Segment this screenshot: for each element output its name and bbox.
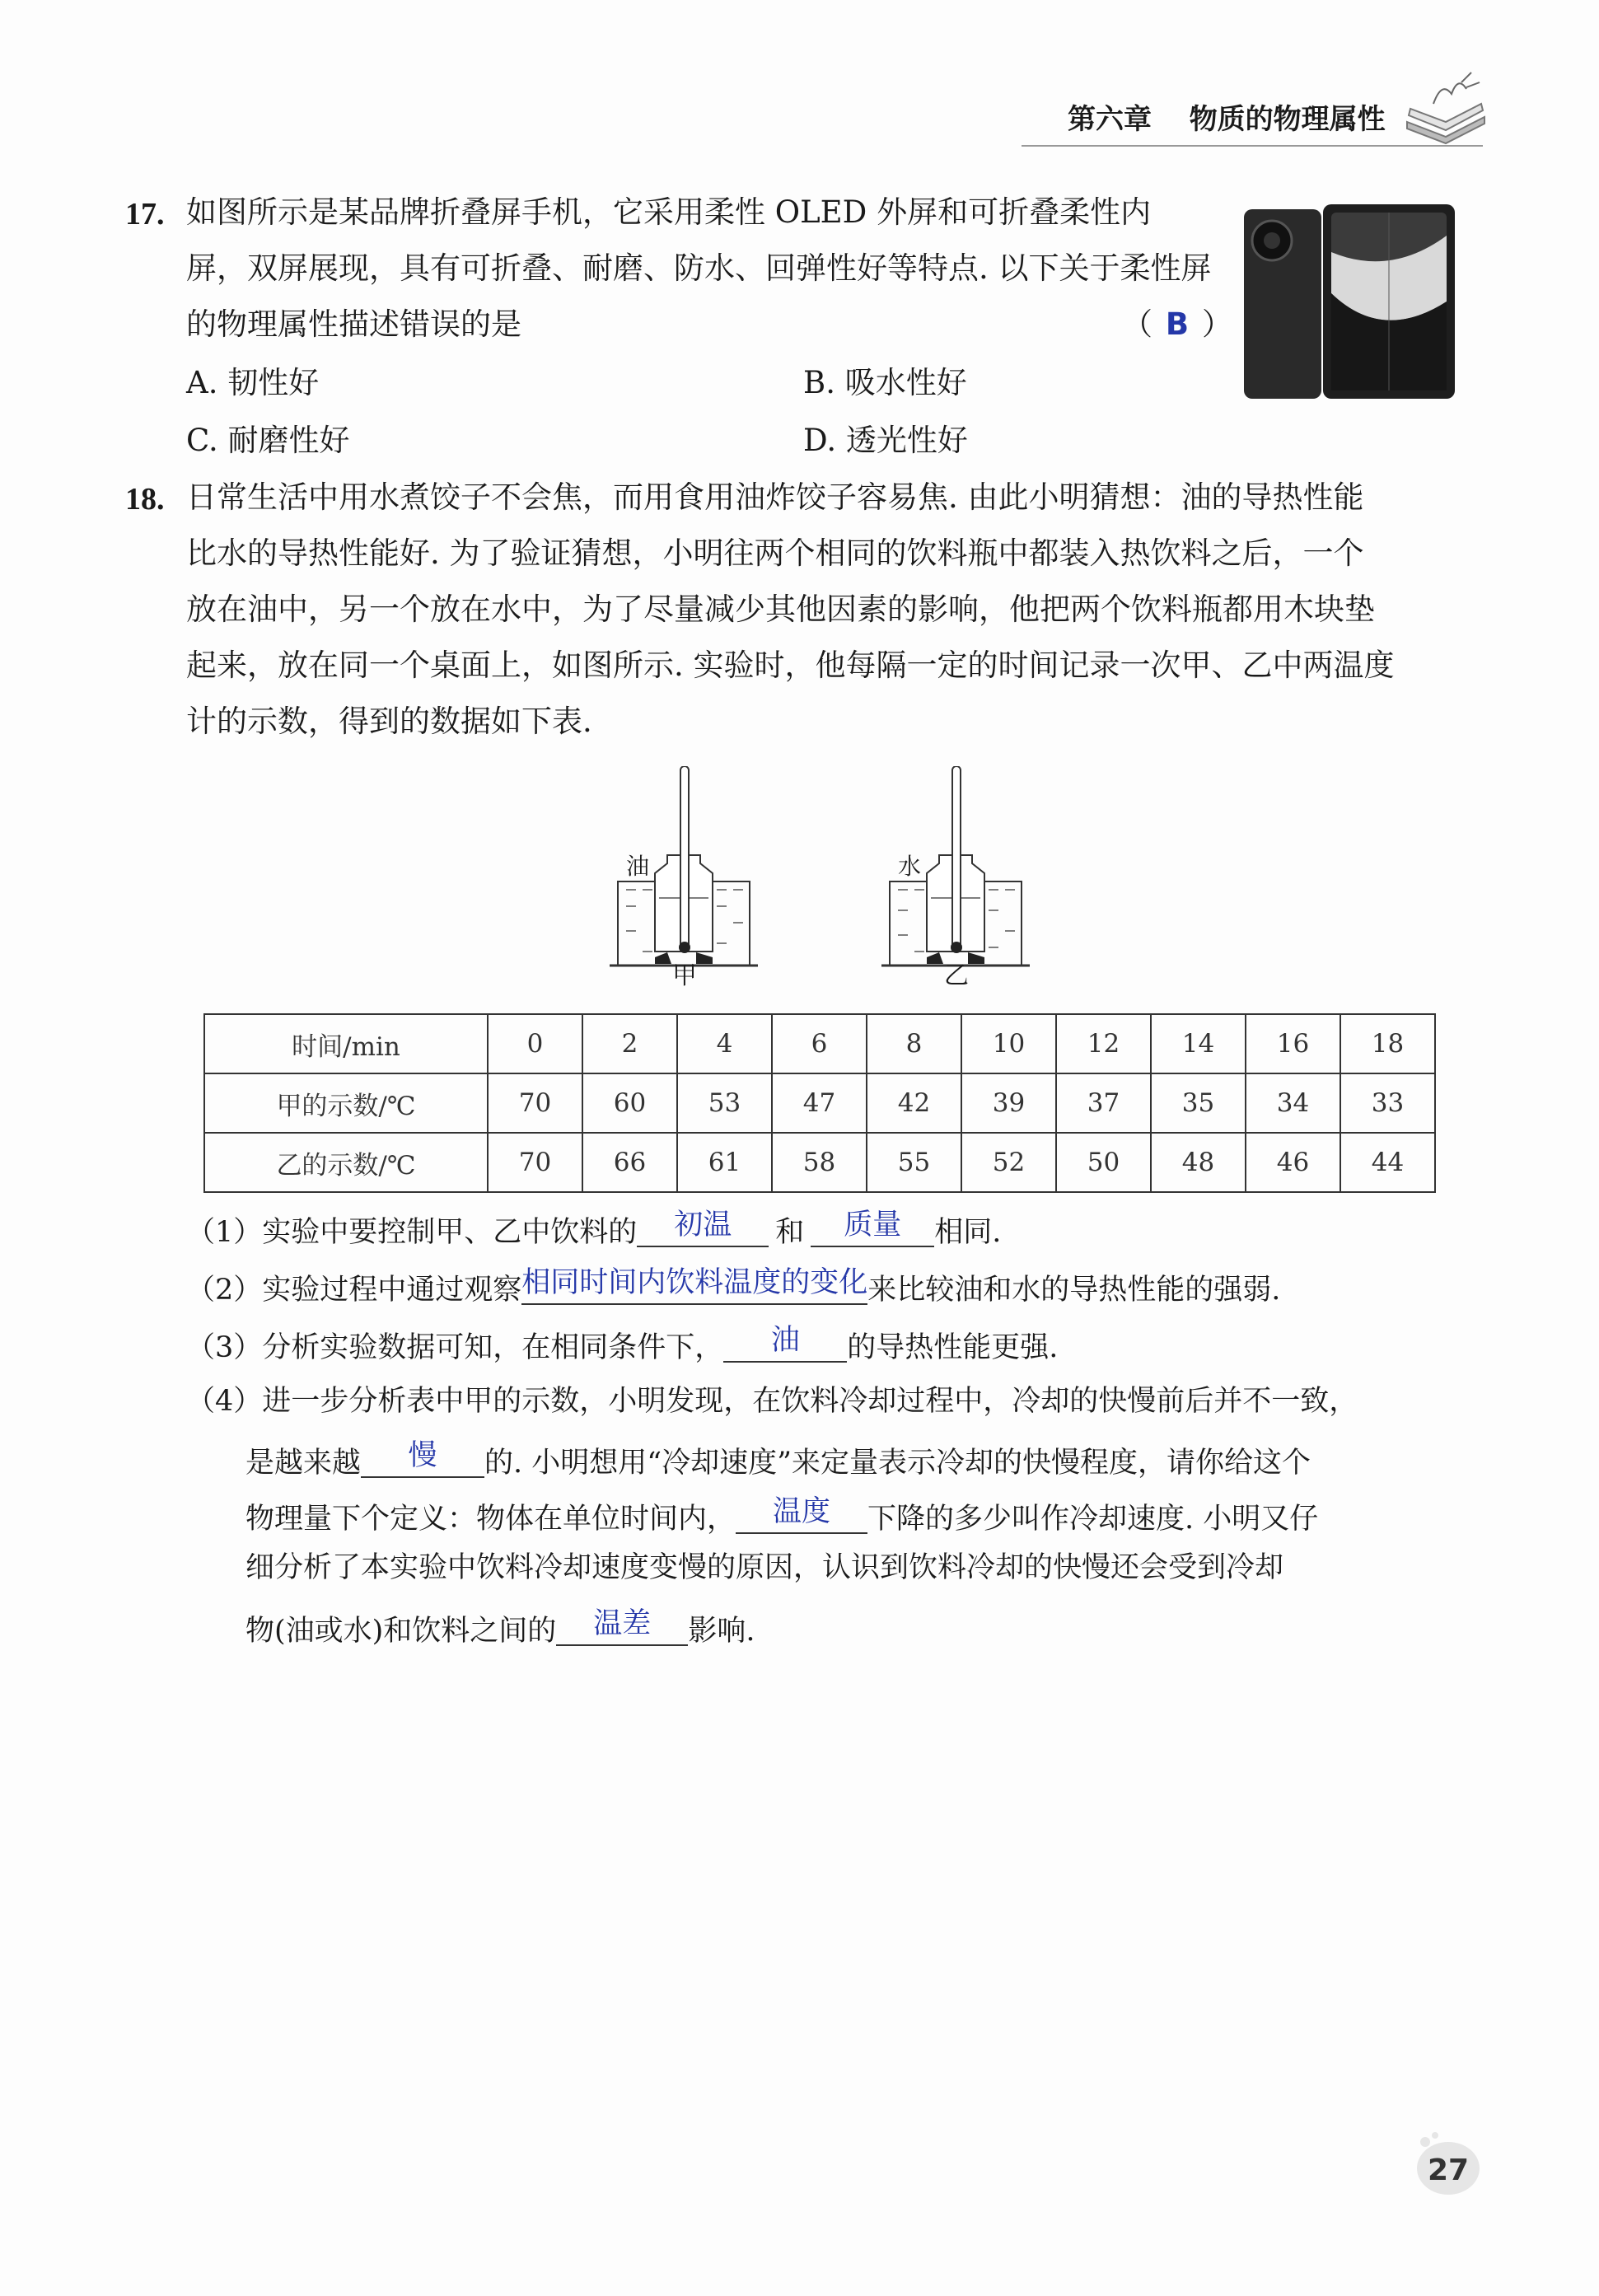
q17-option-d: D. 透光性好: [803, 423, 968, 458]
q17-answer: B: [1165, 306, 1190, 342]
table-cell: 60: [582, 1073, 677, 1133]
table-cell: 52: [961, 1133, 1056, 1192]
table-cell: 70: [488, 1073, 582, 1133]
q18-line-3: 放在油中，另一个放在水中，为了尽量减少其他因素的影响，他把两个饮料瓶都用木块垫: [186, 592, 1375, 627]
caption-yi: 乙: [944, 961, 969, 990]
q18-sub2: （2）实验过程中通过观察相同时间内饮料温度的变化来比较油和水的导热性能的强弱.: [186, 1266, 1281, 1307]
table-cell: 0: [488, 1014, 582, 1073]
q18-sub3-answer: 油: [770, 1324, 800, 1357]
q18-sub1: （1）实验中要控制甲、乙中饮料的 初温 和 质量 相同.: [186, 1209, 1002, 1249]
q18-sub4-answer-3: 温差: [593, 1607, 652, 1640]
table-cell: 8: [867, 1014, 961, 1073]
q18-line-1: 日常生活中用水煮饺子不会焦，而用食用油炸饺子容易焦. 由此小明猜想：油的导热性能: [186, 479, 1364, 515]
table-cell: 10: [961, 1014, 1056, 1073]
chapter-label: 第六章: [1068, 103, 1152, 136]
table-cell: 12: [1056, 1014, 1151, 1073]
q17-number: 17.: [125, 197, 165, 231]
table-cell: 55: [867, 1133, 961, 1192]
table-cell: 66: [582, 1133, 677, 1192]
table-row-label: 乙的示数/℃: [204, 1133, 488, 1192]
table-cell: 34: [1246, 1073, 1340, 1133]
foldable-phone-image: [1242, 203, 1458, 402]
table-cell: 6: [772, 1014, 867, 1073]
q18-sub2-answer: 相同时间内饮料温度的变化: [521, 1266, 868, 1299]
table-cell: 37: [1056, 1073, 1151, 1133]
caption-jia: 甲: [672, 961, 697, 990]
book-icon: [1400, 64, 1491, 147]
page-number: 27: [1428, 2153, 1470, 2187]
q18-sub4-line-5: 物(油或水)和饮料之间的 温差 影响.: [245, 1607, 755, 1648]
q18-line-2: 比水的导热性能好. 为了验证猜想，小明往两个相同的饮料瓶中都装入热饮料之后，一个: [186, 535, 1364, 571]
table-row-jia: [204, 1073, 1435, 1133]
table-cell: 35: [1151, 1073, 1246, 1133]
q18-line-4: 起来，放在同一个桌面上，如图所示. 实验时，他每隔一定的时间记录一次甲、乙中两温度: [186, 648, 1395, 683]
table-cell: 50: [1056, 1133, 1151, 1192]
table-cell: 4: [677, 1014, 772, 1073]
q17-line-3: 的物理属性描述错误的是: [186, 306, 521, 342]
q17-option-b: B. 吸水性好: [803, 365, 967, 400]
table-cell: 58: [772, 1133, 867, 1192]
label-oil: 油: [626, 853, 650, 880]
table-cell: 61: [677, 1133, 772, 1192]
q17-option-c: C. 耐磨性好: [186, 423, 350, 458]
table-cell: 46: [1246, 1133, 1340, 1192]
table-cell: 33: [1340, 1073, 1435, 1133]
table-cell: 48: [1151, 1133, 1246, 1192]
q18-line-5: 计的示数，得到的数据如下表.: [186, 704, 592, 739]
q18-sub1-answer-1: 初温: [674, 1209, 732, 1242]
q17-line-2: 屏，双屏展现，具有可折叠、耐磨、防水、回弹性好等特点. 以下关于柔性屏: [186, 250, 1212, 286]
table-cell: 42: [867, 1073, 961, 1133]
chapter-title: 物质的物理属性: [1189, 103, 1386, 136]
q18-sub4-line-3: 物理量下个定义：物体在单位时间内， 温度 下降的多少叫作冷却速度. 小明又仔: [245, 1495, 1319, 1536]
q18-sub4-answer-2: 温度: [773, 1495, 831, 1528]
q18-number: 18.: [125, 482, 165, 517]
q18-sub4-line-4: 细分析了本实验中饮料冷却速度变慢的原因，认识到饮料冷却的快慢还会受到冷却: [245, 1551, 1284, 1584]
table-cell: 14: [1151, 1014, 1246, 1073]
q17-option-a: A. 韧性好: [186, 365, 320, 400]
table-cell: 47: [772, 1073, 867, 1133]
table-cell: 16: [1246, 1014, 1340, 1073]
chapter-header: [1068, 103, 1386, 136]
experiment-diagram: [610, 766, 1038, 989]
q18-sub4-line-2: 是越来越 慢 的. 小明想用“冷却速度”来定量表示冷却的快慢程度，请你给这个: [245, 1439, 1311, 1480]
table-row-yi: [204, 1133, 1435, 1192]
q18-sub1-answer-2: 质量: [844, 1209, 902, 1242]
q18-sub4-answer-1: 慢: [408, 1439, 437, 1472]
q17-line-1: 如图所示是某品牌折叠屏手机，它采用柔性 OLED 外屏和可折叠柔性内: [186, 194, 1152, 230]
q18-sub4-line-1: （4）进一步分析表中甲的示数，小明发现，在饮料冷却过程中，冷却的快慢前后并不一致，: [186, 1385, 1358, 1418]
q17-answer-bracket: （ B ）: [1122, 306, 1232, 342]
table-row-label: 时间/min: [204, 1014, 488, 1073]
table-row-label: 甲的示数/℃: [204, 1073, 488, 1133]
table-cell: 2: [582, 1014, 677, 1073]
temperature-table: [203, 1013, 1436, 1193]
q18-sub3: （3）分析实验数据可知，在相同条件下， 油 的导热性能更强.: [186, 1324, 1059, 1364]
table-cell: 70: [488, 1133, 582, 1192]
table-cell: 39: [961, 1073, 1056, 1133]
table-cell: 44: [1340, 1133, 1435, 1192]
label-water: 水: [898, 853, 922, 880]
table-row-time: [204, 1014, 1435, 1073]
table-cell: 18: [1340, 1014, 1435, 1073]
table-cell: 53: [677, 1073, 772, 1133]
